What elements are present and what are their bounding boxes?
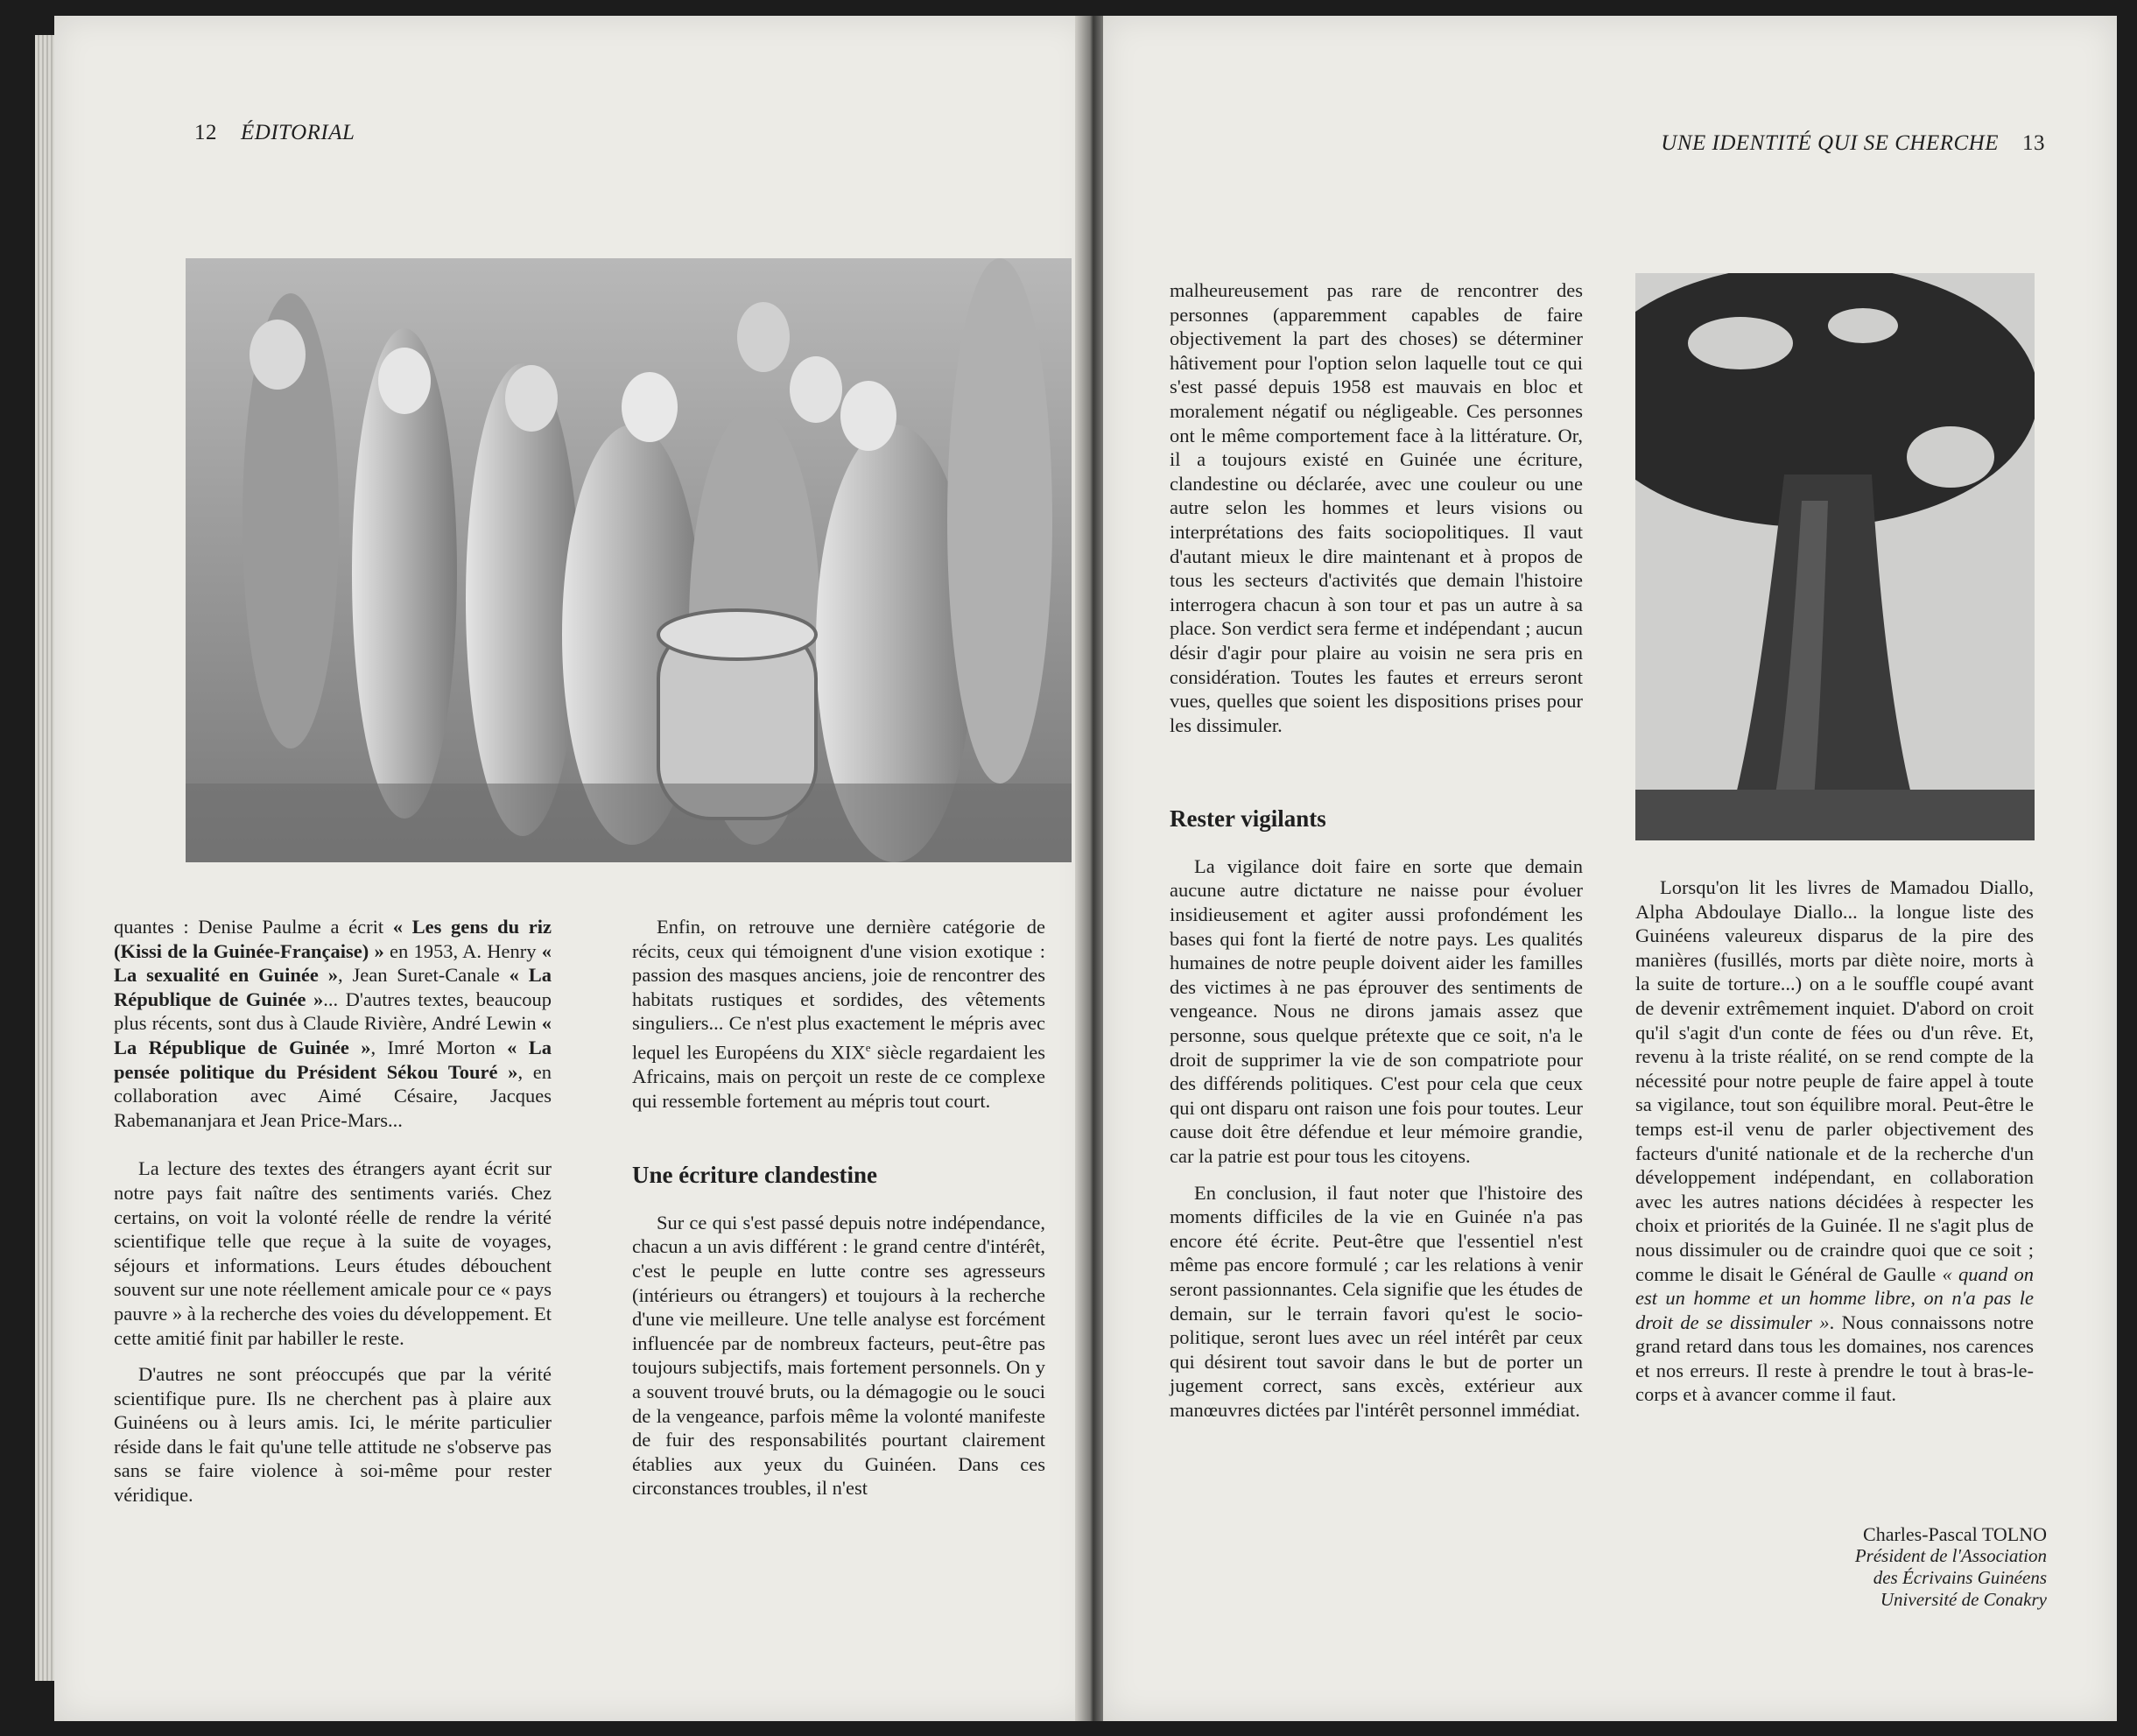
left-running-head <box>194 121 355 145</box>
author-name: Charles-Pascal TOLNO <box>1863 1523 2047 1545</box>
book-title: « La pensée politique du Président Sékou Touré » <box>114 1036 552 1083</box>
left-page <box>54 16 1090 1721</box>
superscript: e <box>865 1040 871 1054</box>
relief-sculpture-image <box>186 258 1072 862</box>
text-run: , Imré Morton <box>370 1036 508 1058</box>
text-run: en 1953, A. Henry <box>383 939 542 962</box>
text-run: , Jean Suret-Canale <box>337 964 510 987</box>
paragraph <box>632 915 1045 1113</box>
paragraph: La lecture des textes des étrangers ayant écrit sur notre pays fait naître des sentiments variés. Chez certains, on voit la volonté réelle de rendre la vérité scientifique telle que reçue à la suite de voyages, séjours et informations. Leurs études débouchent souvent sur une note réellement amicale pour ce « pays pauvre » à la recherche des voies du développement. Et cette amitié finit par habiller le reste. <box>114 1157 552 1349</box>
relief-sculpture-photo <box>186 258 1072 862</box>
right-page-number: 13 <box>2022 131 2045 155</box>
right-running-title: UNE IDENTITÉ QUI SE CHERCHE <box>1661 131 1999 155</box>
text-run: Enfin, on retrouve une dernière catégorie de récits, ceux qui témoignent d'une vision exotique : passion des masques anciens, joie de rencontrer des habitats rustiques et sordides, des vêtements singuliers... Ce n'est plus exactement le mépris avec lequel les Européens du XIX <box>632 916 1045 1064</box>
text-run: , en collaboration avec Aimé Césaire, Jacques Rabemananjara et Jean Price-Mars... <box>114 1060 552 1131</box>
paragraph <box>114 915 552 1132</box>
book-title: « La République de Guinée » <box>114 964 552 1010</box>
left-column-2 <box>632 915 1045 1501</box>
right-column-1 <box>1170 278 1583 1423</box>
author-role-line-2: des Écrivains Guinéens <box>1873 1567 2047 1588</box>
book-title: (Kissi de la Guinée-Française) » <box>114 939 384 962</box>
tree-image <box>1635 273 2035 840</box>
text-run: quantes : Denise Paulme a écrit <box>114 916 393 938</box>
book-title: « Les gens du riz <box>392 916 552 938</box>
left-column-1 <box>114 915 552 1508</box>
author-role-line-3: Université de Conakry <box>1880 1589 2047 1610</box>
right-running-head <box>1661 131 2045 156</box>
paragraph: malheureusement pas rare de rencontrer des personnes (apparemment capables de faire objectivement la part des choses) se déterminer hâtivement pour l'option selon laquelle tout ce qui s'est passé depuis 1958 est mauvais en bloc et moralement négatif ou négligeable. Ces personnes ont le même comportement face à la littérature. Or, il a toujours existé en Guinée une écriture, clandestine ou déclarée, avec une couleur ou une autre selon les hommes et leurs visions ou interprétations des faits sociopolitiques. Il vaut d'autant mieux le dire maintenant et à propos de tous les secteurs d'activités que demain l'histoire interrogera chacun à son tour et pas un autre à sa place. Son verdict sera ferme et indépendant ; aucun désir d'agir pour plaire au voisin ne sera pris en considération. Toutes les fautes et erreurs seront vues, quelles que soient les dispositions prises pour les dissimuler. <box>1170 279 1583 736</box>
paragraph: Sur ce qui s'est passé depuis notre indépendance, chacun a un avis différent : le grand centre d'intérêt, c'est le peuple en lutte contre ses agresseurs (intérieurs ou étrangers) et toujours à la recherche d'une vie meilleure. Une telle analyse est forcément influencée par de nombreux facteurs, peut-être pas toujours subjectifs, mais fortement personnels. On y a souvent trouvé bruts, ou la démagogie ou le souci de la vengeance, parfois même la volonté manifeste de fuir des responsabilités pourtant clairement établies aux yeux du Guinéen. Dans ces circonstances troubles, il n'est <box>632 1211 1045 1500</box>
paragraph <box>1635 875 2034 1407</box>
text-run: . Nous connaissons notre grand retard dans tous les domaines, nos carences et nos erreurs. Il reste à prendre le tout à bras-le-corps et à avancer comme il faut. <box>1635 1311 2034 1406</box>
right-page <box>1103 16 2117 1721</box>
book-title: « La République de Guinée » <box>114 1012 552 1058</box>
left-section-title: ÉDITORIAL <box>241 121 355 144</box>
section-heading: Une écriture clandestine <box>632 1162 877 1189</box>
author-role-line-1: Président de l'Association <box>1854 1545 2047 1566</box>
text-run: ... D'autres textes, beaucoup plus récents, sont dus à Claude Rivière, André Lewin <box>114 987 552 1035</box>
left-page-number: 12 <box>194 121 217 144</box>
paragraph: En conclusion, il faut noter que l'histoire des moments difficiles de la vie en Guinée n'a pas encore été écrite. Peut-être que l'essentiel n'est même pas encore formulé ; car les relations à venir seront passionnantes. Cela signifie que les études de demain, sur le terrain favori qu'est le socio-politique, seront lues avec un réel intérêt par ceux qui désirent tout savoir dans le but de porter un jugement correct, sans excès, extérieur aux manœuvres dictées par l'intérêt personnel immédiat. <box>1170 1181 1583 1421</box>
paragraph: La vigilance doit faire en sorte que demain aucune autre dictature ne naisse pour évoluer insidieusement et agiter aussi profondément les bases qui font la fierté de notre pays. Les qualités humaines de notre peuple doivent aider les familles des victimes à ne pas éprouver des sentiments de vengeance. Nous ne dirons jamais assez que personne, sous quelque prétexte que ce soit, n'a le droit de supprimer la vie de son compatriote pour des différends politiques. C'est pour cela que ceux qui ont disparu ont raison une fois pour toutes. Leur cause doit être défendue et leur mémoire grandie, car la patrie est pour tous les citoyens. <box>1170 854 1583 1167</box>
book-title: « La sexualité en Guinée » <box>114 939 552 987</box>
text-run: Lorsqu'on lit les livres de Mamadou Diallo, Alpha Abdoulaye Diallo... la longue liste des Guinéens valeureux disparus de la pire des manières (fusillés, morts par diète noire, morts à la suite de torture...) on a le souffle coupé avant de devenir extrêmement inquiet. D'abord on croit qu'il s'agit d'un conte de fées ou d'un rêve. Et, revenu à la triste réalité, on se rend compte de la nécessité pour notre peuple de faire appel à toute sa vigilance, tout son équilibre moral. Peut-être le temps est-il venu de parler objectivement des facteurs d'unité nationale et de la recherche d'un développement indépendant, en collaboration avec les autres nations décidées à respecter les choix et priorités de la Guinée. Il ne s'agit plus de nous dissimuler ou de craindre quoi que ce soit ; comme le disait le Général de Gaulle <box>1635 876 2034 1285</box>
signature-block <box>1697 1523 2047 1611</box>
text-run: siècle regardaient les Africains, mais on perçoit un reste de ce complexe qui ressemble fortement au mépris tout court. <box>632 1041 1045 1112</box>
paragraph: D'autres ne sont préoccupés que par la vérité scientifique pure. Ils ne cherchent pas à plaire aux Guinéens ou à leurs amis. Ici, le mérite particulier réside dans le fait qu'une telle attitude ne s'observe pas sans se faire violence à soi-même pour rester véridique. <box>114 1363 552 1507</box>
section-heading: Rester vigilants <box>1170 805 1326 833</box>
right-column-2 <box>1635 875 2034 1407</box>
quotation: « quand on est un homme et un homme libre, on n'a pas le droit de se dissimuler » <box>1635 1262 2034 1333</box>
tree-photo <box>1635 273 2035 840</box>
